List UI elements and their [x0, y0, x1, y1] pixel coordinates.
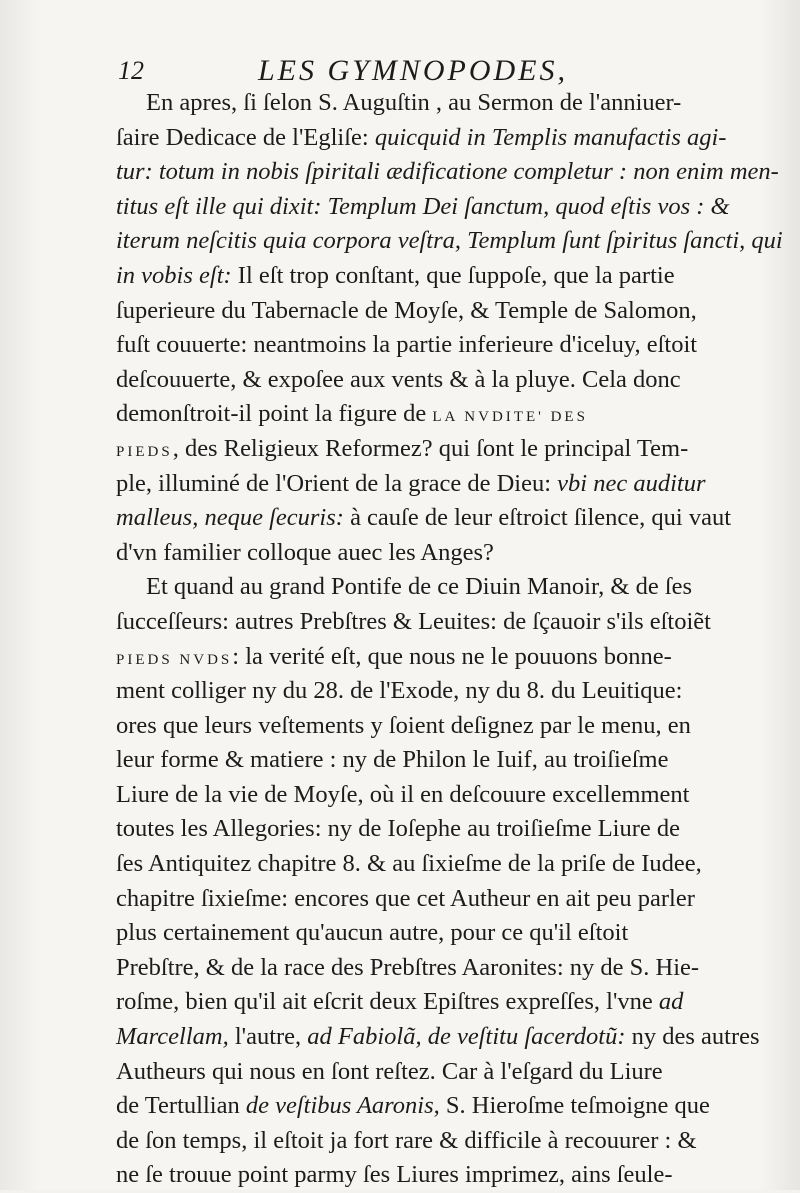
page-number: 12 — [118, 56, 144, 85]
text-line — [116, 328, 740, 363]
text-line — [116, 190, 740, 225]
text-segment: , des Religieux Reformez? qui ſont le principal Tem- — [172, 434, 689, 462]
text-body — [116, 86, 783, 1193]
page-header — [118, 50, 608, 90]
text-segment: plus certainement qu'aucun autre, pour ce qu'il eſtoit — [116, 919, 629, 947]
text-line — [116, 501, 740, 536]
running-head: LES GYMNOPODES, — [258, 54, 569, 87]
text-segment: à cauſe de leur eſtroict ſilence, qui vaut — [343, 504, 731, 532]
text-line — [116, 985, 740, 1020]
text-segment: roſme, bien qu'il ait eſcrit deux Epiſtres expreſſes, l'vne — [116, 988, 659, 1016]
text-line — [116, 363, 740, 398]
text-line — [116, 778, 740, 813]
text-segment: fuſt couuerte: neantmoins la partie inferieure d'iceluy, eſtoit — [116, 331, 698, 359]
text-segment: LA NVDITE' DES — [432, 409, 588, 426]
text-line — [116, 1020, 760, 1055]
text-segment: PIEDS — [116, 443, 173, 460]
text-segment: Il eſt trop conſtant, que ſuppoſe, que la partie — [231, 261, 675, 289]
text-line — [116, 640, 740, 675]
text-segment: iterum neſcitis quia corpora veſtra, Templum ſunt ſpiritus ſancti, qui — [116, 227, 783, 255]
text-segment: de veſtibus Aaronis, — [245, 1092, 440, 1120]
text-segment: d'vn familier colloque auec les Anges? — [116, 538, 494, 566]
text-line — [116, 121, 740, 156]
text-segment: ſes Antiquitez chapitre 8. & au ſixieſme de la priſe de Iudee, — [116, 850, 702, 878]
text-segment: PIEDS NVDS — [116, 651, 233, 668]
text-line — [116, 812, 740, 847]
text-line — [116, 467, 740, 502]
text-segment: ſaire Dedicace de l'Egliſe: — [116, 123, 375, 151]
text-segment: deſcouuerte, & expoſee aux vents & à la pluye. Cela donc — [116, 365, 681, 393]
text-segment: S. Hieroſme teſmoigne que — [439, 1092, 710, 1120]
text-segment: de ſon temps, il eſtoit ja fort rare & difficile à recouurer : & — [116, 1126, 697, 1154]
text-line — [116, 674, 740, 709]
text-segment: Marcellam, — [116, 1023, 229, 1051]
text-segment: En apres, ſi ſelon S. Auguſtin , au Sermon de l'anniuer- — [146, 89, 682, 116]
text-line — [116, 743, 740, 778]
text-segment: ſucceſſeurs: autres Prebſtres & Leuites: de ſçauoir s'ils eſtoiẽt — [116, 607, 711, 635]
text-line — [116, 224, 783, 259]
text-line — [116, 155, 779, 190]
text-segment: leur forme & matiere : ny de Philon le Iuif, au troiſieſme — [116, 746, 669, 774]
text-segment: ment colliger ny du 28. de l'Exode, ny du 8. du Leuitique: — [116, 677, 683, 705]
text-segment: vbi nec auditur — [557, 469, 706, 497]
text-segment: : la verité eſt, que nous ne le pouuons bonne- — [232, 642, 672, 670]
text-line — [116, 294, 740, 329]
text-line — [116, 1089, 740, 1124]
text-line — [116, 916, 740, 951]
text-segment: ne ſe trouue point parmy ſes Liures imprimez, ains ſeule- — [116, 1161, 673, 1189]
text-line — [116, 570, 740, 605]
text-segment: ple, illuminé de l'Orient de la grace de Dieu: — [116, 469, 558, 497]
text-segment: ores que leurs veſtements y ſoient deſignez par le menu, en — [116, 711, 691, 739]
text-line — [116, 1055, 740, 1090]
text-segment: chapitre ſixieſme: encores que cet Autheur en ait peu parler — [116, 884, 695, 912]
text-segment: toutes les Allegories: ny de Ioſephe au troiſieſme Liure de — [116, 815, 681, 843]
text-segment: malleus, neque ſecuris: — [116, 504, 344, 532]
text-segment: tur: totum in nobis ſpiritali ædificatione completur : non enim men- — [116, 158, 779, 186]
text-line — [116, 1124, 740, 1159]
text-line — [116, 432, 740, 467]
text-segment: Liure de la vie de Moyſe, où il en deſcouure excellemment — [116, 780, 690, 808]
text-segment: in vobis eſt: — [116, 261, 232, 289]
text-segment: l'autre, — [228, 1023, 308, 1051]
text-line — [116, 951, 740, 986]
text-segment: ad — [658, 988, 684, 1016]
text-segment: Et quand au grand Pontife de ce Diuin Manoir, & de ſes — [146, 573, 693, 601]
text-segment: demonſtroit-il point la figure de — [116, 400, 433, 428]
text-line — [116, 847, 740, 882]
text-segment: de Tertullian — [116, 1092, 246, 1120]
text-line — [116, 605, 740, 640]
text-line — [116, 397, 740, 432]
text-line — [116, 709, 740, 744]
text-segment: Autheurs qui nous en ſont reſtez. Car à l'eſgard du Liure — [116, 1057, 663, 1085]
text-segment: ny des autres — [625, 1023, 760, 1051]
text-line — [116, 259, 740, 294]
text-segment: ſuperieure du Tabernacle de Moyſe, & Temple de Salomon, — [116, 296, 697, 324]
text-line — [116, 86, 740, 121]
text-line — [116, 536, 740, 571]
text-segment: ad Fabiolã, de veſtitu ſacerdotũ: — [307, 1023, 626, 1051]
text-segment: titus eſt ille qui dixit: Templum Dei ſanctum, quod eſtis vos : & — [116, 192, 730, 220]
text-line — [116, 882, 740, 917]
text-line — [116, 1158, 740, 1193]
text-segment: Prebſtre, & de la race des Prebſtres Aaronites: ny de S. Hie- — [116, 953, 700, 981]
text-segment: quicquid in Templis manufactis agi- — [374, 123, 727, 151]
